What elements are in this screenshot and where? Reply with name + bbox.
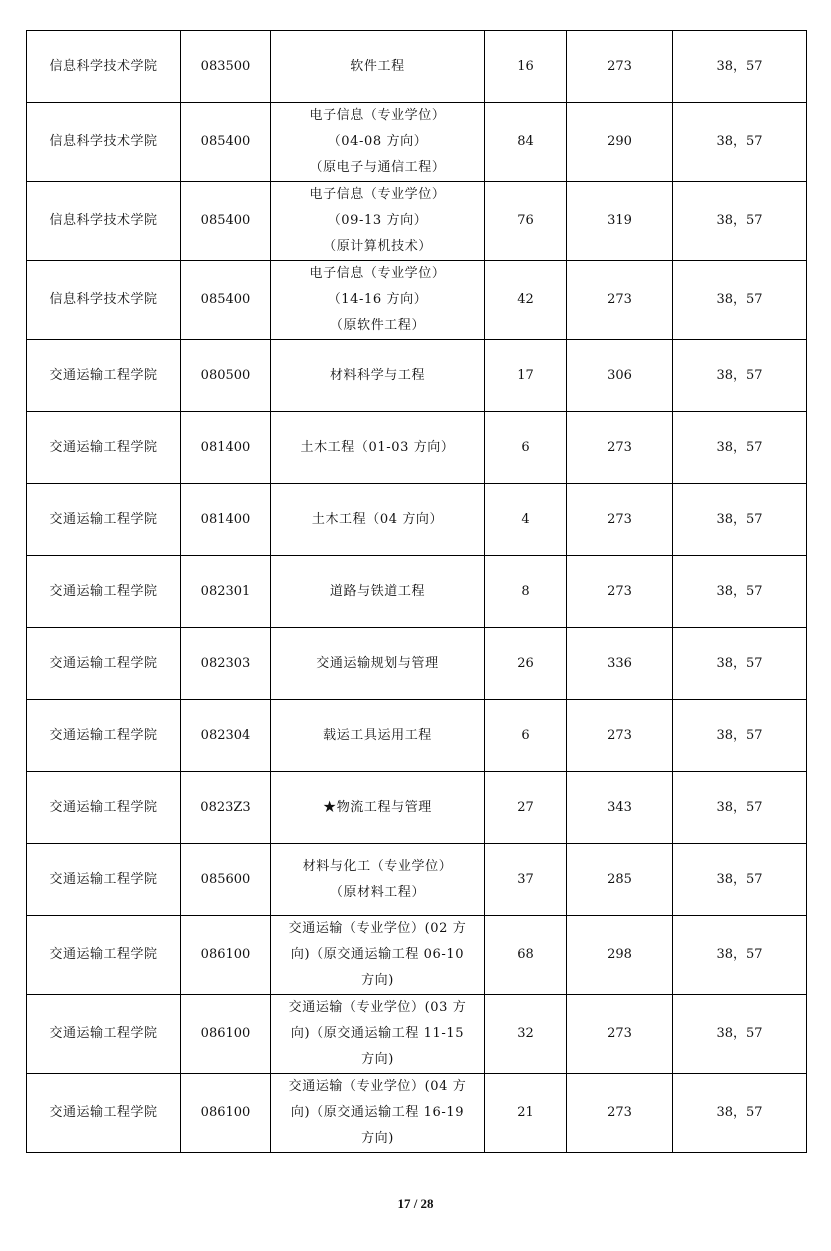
score-cell: 319	[567, 182, 673, 261]
major-line: 向)（原交通运输工程 16-19	[290, 1105, 465, 1120]
score-cell: 273	[567, 1074, 673, 1153]
college-cell: 交通运输工程学院	[27, 700, 181, 772]
score-cell: 273	[567, 261, 673, 340]
table-row	[27, 412, 807, 484]
count-cell: 6	[485, 412, 567, 484]
major-line: 载运工具运用工程	[323, 727, 432, 743]
table-row	[27, 340, 807, 412]
college-cell: 信息科学技术学院	[27, 261, 181, 340]
code-cell: 086100	[181, 916, 271, 995]
page-number: 17 / 28	[397, 1196, 434, 1211]
code-cell: 083500	[181, 31, 271, 103]
table-body	[27, 31, 807, 1153]
code-cell: 085400	[181, 182, 271, 261]
major-line: 方向)	[361, 1131, 394, 1146]
code-cell: 085400	[181, 261, 271, 340]
single-subject-cell: 38，57	[673, 261, 807, 340]
major-line: 材料与化工（专业学位）	[302, 858, 453, 874]
score-cell: 343	[567, 772, 673, 844]
count-cell: 42	[485, 261, 567, 340]
single-subject-cell: 38，57	[673, 700, 807, 772]
college-cell: 交通运输工程学院	[27, 772, 181, 844]
single-subject-cell: 38，57	[673, 844, 807, 916]
major-line: 材料科学与工程	[329, 367, 426, 383]
single-subject-cell: 38，57	[673, 1074, 807, 1153]
code-cell: 0823Z3	[181, 772, 271, 844]
college-cell: 交通运输工程学院	[27, 340, 181, 412]
count-cell: 16	[485, 31, 567, 103]
table-row	[27, 916, 807, 995]
college-cell: 信息科学技术学院	[27, 182, 181, 261]
count-cell: 32	[485, 995, 567, 1074]
code-cell: 080500	[181, 340, 271, 412]
code-cell: 082303	[181, 628, 271, 700]
major-line: 方向)	[361, 973, 394, 988]
major-cell	[271, 995, 485, 1074]
score-cell: 306	[567, 340, 673, 412]
table-row	[27, 844, 807, 916]
major-cell	[271, 261, 485, 340]
college-cell: 信息科学技术学院	[27, 103, 181, 182]
single-subject-cell: 38，57	[673, 340, 807, 412]
table-row	[27, 556, 807, 628]
major-line: 土木工程（01-03 方向）	[300, 439, 455, 455]
single-subject-cell: 38，57	[673, 772, 807, 844]
code-cell: 082304	[181, 700, 271, 772]
college-cell: 交通运输工程学院	[27, 995, 181, 1074]
table-row	[27, 700, 807, 772]
code-cell: 085400	[181, 103, 271, 182]
major-cell	[271, 412, 485, 484]
score-cell: 290	[567, 103, 673, 182]
table-row	[27, 995, 807, 1074]
table-row	[27, 103, 807, 182]
single-subject-cell: 38，57	[673, 412, 807, 484]
major-line: （原电子与通信工程）	[309, 160, 446, 175]
count-cell: 26	[485, 628, 567, 700]
college-cell: 交通运输工程学院	[27, 412, 181, 484]
count-cell: 8	[485, 556, 567, 628]
table-row	[27, 772, 807, 844]
major-line: ★物流工程与管理	[323, 799, 432, 815]
count-cell: 27	[485, 772, 567, 844]
score-cell: 336	[567, 628, 673, 700]
college-cell: 交通运输工程学院	[27, 484, 181, 556]
single-subject-cell: 38，57	[673, 182, 807, 261]
count-cell: 17	[485, 340, 567, 412]
single-subject-cell: 38，57	[673, 484, 807, 556]
score-cell: 285	[567, 844, 673, 916]
count-cell: 84	[485, 103, 567, 182]
major-line: （14-16 方向）	[327, 292, 428, 307]
major-line: 软件工程	[350, 58, 405, 74]
major-line: （09-13 方向）	[327, 213, 428, 228]
score-cell: 273	[567, 31, 673, 103]
college-cell: 交通运输工程学院	[27, 556, 181, 628]
major-cell	[271, 182, 485, 261]
college-cell: 信息科学技术学院	[27, 31, 181, 103]
code-cell: 081400	[181, 412, 271, 484]
score-cell: 298	[567, 916, 673, 995]
major-line: （原计算机技术）	[323, 239, 432, 254]
code-cell: 086100	[181, 995, 271, 1074]
count-cell: 21	[485, 1074, 567, 1153]
major-line: 电子信息（专业学位）	[309, 266, 446, 281]
major-line: 土木工程（04 方向）	[311, 511, 444, 527]
single-subject-cell: 38，57	[673, 628, 807, 700]
major-line: （原软件工程）	[329, 318, 426, 333]
major-line: 交通运输（专业学位）(04 方	[288, 1079, 467, 1094]
college-cell: 交通运输工程学院	[27, 916, 181, 995]
code-cell: 086100	[181, 1074, 271, 1153]
college-cell: 交通运输工程学院	[27, 628, 181, 700]
major-line: 交通运输（专业学位）(02 方	[288, 921, 467, 936]
count-cell: 4	[485, 484, 567, 556]
table-row	[27, 628, 807, 700]
count-cell: 68	[485, 916, 567, 995]
admission-table	[26, 30, 807, 1153]
code-cell: 085600	[181, 844, 271, 916]
table-row	[27, 261, 807, 340]
table-row	[27, 182, 807, 261]
major-line: 方向)	[361, 1052, 394, 1067]
single-subject-cell: 38，57	[673, 103, 807, 182]
major-cell	[271, 916, 485, 995]
major-line: 向)（原交通运输工程 11-15	[290, 1026, 465, 1041]
major-line: 电子信息（专业学位）	[309, 108, 446, 123]
major-line: 道路与铁道工程	[329, 583, 426, 599]
score-cell: 273	[567, 700, 673, 772]
single-subject-cell: 38，57	[673, 556, 807, 628]
single-subject-cell: 38，57	[673, 31, 807, 103]
table-row	[27, 484, 807, 556]
score-cell: 273	[567, 484, 673, 556]
major-cell	[271, 103, 485, 182]
code-cell: 082301	[181, 556, 271, 628]
major-cell	[271, 628, 485, 700]
major-line: （原材料工程）	[329, 884, 426, 900]
major-line: （04-08 方向）	[327, 134, 428, 149]
score-cell: 273	[567, 995, 673, 1074]
major-cell	[271, 1074, 485, 1153]
college-cell: 交通运输工程学院	[27, 1074, 181, 1153]
score-cell: 273	[567, 556, 673, 628]
table-row	[27, 1074, 807, 1153]
major-cell	[271, 772, 485, 844]
score-cell: 273	[567, 412, 673, 484]
major-line: 交通运输（专业学位）(03 方	[288, 1000, 467, 1015]
major-cell	[271, 484, 485, 556]
major-line: 向)（原交通运输工程 06-10	[290, 947, 465, 962]
major-line: 电子信息（专业学位）	[309, 187, 446, 202]
single-subject-cell: 38，57	[673, 916, 807, 995]
table-row	[27, 31, 807, 103]
major-cell	[271, 556, 485, 628]
code-cell: 081400	[181, 484, 271, 556]
college-cell: 交通运输工程学院	[27, 844, 181, 916]
count-cell: 76	[485, 182, 567, 261]
major-cell	[271, 844, 485, 916]
major-cell	[271, 700, 485, 772]
single-subject-cell: 38，57	[673, 995, 807, 1074]
major-cell	[271, 31, 485, 103]
major-line: 交通运输规划与管理	[316, 655, 439, 671]
major-cell	[271, 340, 485, 412]
count-cell: 37	[485, 844, 567, 916]
count-cell: 6	[485, 700, 567, 772]
